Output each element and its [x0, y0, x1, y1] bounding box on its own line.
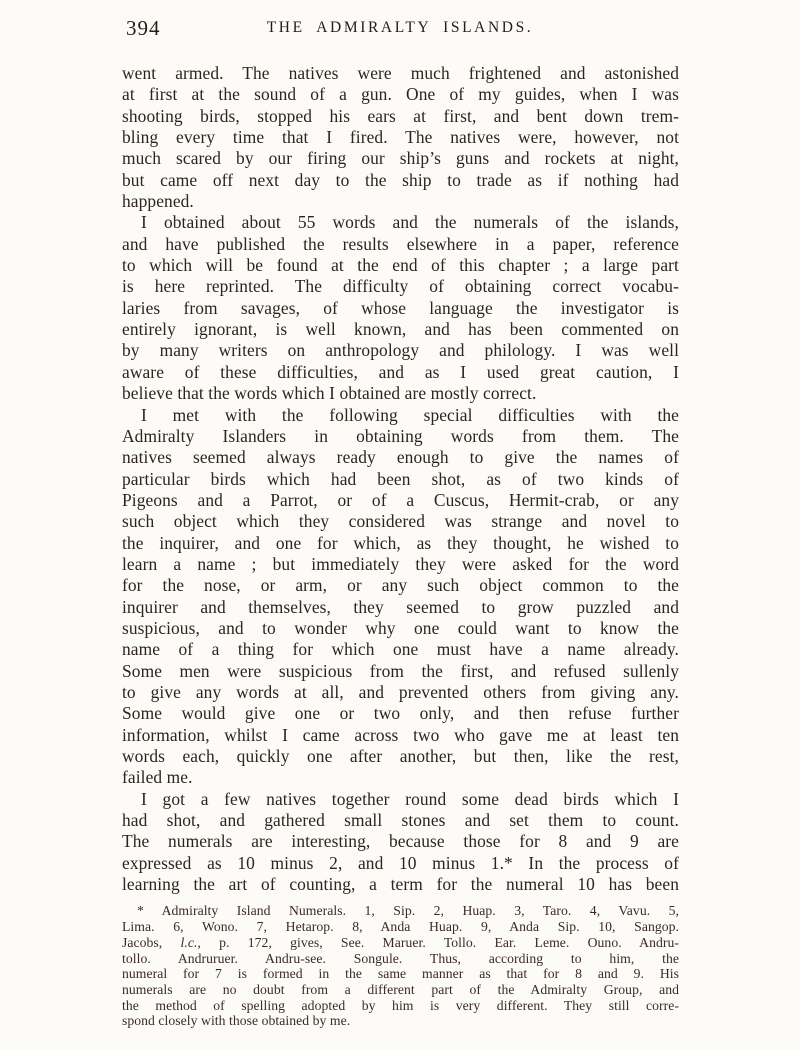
text-line: to which will be found at the end of this chapter ; a large part	[122, 255, 679, 276]
text-line: Some men were suspicious from the first, and refused sullenly	[122, 660, 679, 681]
text-line: natives seemed always ready enough to give the names of	[122, 447, 679, 468]
text-line: particular birds which had been shot, as of two kinds of	[122, 468, 679, 489]
running-header	[0, 14, 800, 42]
text-line: numerals are no doubt from a different part of the Admiralty Group, and	[122, 981, 679, 997]
text-line: the method of spelling adopted by him is very different. They still corre-	[122, 997, 679, 1013]
text-line: I met with the following special difficulties with the	[141, 404, 679, 425]
text-line: bling every time that I fired. The natives were, however, not	[122, 127, 679, 148]
text-line: information, whilst I came across two who gave me at least ten	[122, 724, 679, 745]
text-line: expressed as 10 minus 2, and 10 minus 1.* In the process of	[122, 852, 679, 873]
text-line: much scared by our firing our ship’s guns and rockets at night,	[122, 148, 679, 169]
text-line: learning the art of counting, a term for the numeral 10 has been	[122, 874, 679, 895]
text-line: shooting birds, stopped his ears at first, and bent down trem-	[122, 105, 679, 126]
text-line: entirely ignorant, is well known, and has been commented on	[122, 319, 679, 340]
italic-abbreviation: l.c.	[180, 934, 198, 950]
page-number: 394	[126, 16, 161, 40]
text-line: suspicious, and to wonder why one could want to know the	[122, 617, 679, 638]
text-line: had shot, and gathered small stones and set them to count.	[122, 810, 679, 831]
footnote	[122, 903, 679, 1029]
text-line: went armed. The natives were much frightened and astonished	[122, 63, 679, 83]
text-line: The numerals are interesting, because those for 8 and 9 are	[122, 831, 679, 852]
text-line: name of a thing for which one must have a name already.	[122, 639, 679, 660]
paragraph-4	[122, 789, 679, 896]
text-line: words each, quickly one after another, but then, like the rest,	[122, 746, 679, 766]
text-line: to give any words at all, and prevented others from giving any.	[122, 681, 679, 702]
text-column	[122, 63, 679, 1029]
text-line: by many writers on anthropology and philology. I was well	[122, 340, 679, 361]
paragraph-3	[122, 405, 679, 789]
text-line: such object which they considered was strange and novel to	[122, 511, 679, 532]
text-line: the inquirer, and one for which, as they thought, he wished to	[122, 532, 679, 553]
text-line: I obtained about 55 words and the numerals of the islands,	[141, 212, 679, 233]
text-line: Lima. 6, Wono. 7, Hetarop. 8, Anda Huap. 9, Anda Sip. 10, Sangop.	[122, 919, 679, 935]
text-line: Pigeons and a Parrot, or of a Cuscus, Hermit-crab, or any	[122, 489, 679, 510]
text-line: is here reprinted. The difficulty of obtaining correct vocabu-	[122, 276, 679, 297]
text-line: Jacobs, l.c., p. 172, gives, See. Maruer. Tollo. Ear. Leme. Ouno. Andru-	[122, 934, 679, 950]
text-line: for the nose, or arm, or any such object common to the	[122, 575, 679, 596]
paragraph-2	[122, 212, 679, 404]
running-head-title: THE ADMIRALTY ISLANDS.	[266, 19, 534, 36]
text-line: but came off next day to the ship to trade as if nothing had	[122, 169, 679, 190]
text-line: Admiralty Islanders in obtaining words from them. The	[122, 425, 679, 446]
text-line: failed me.	[122, 767, 193, 788]
text-line: * Admiralty Island Numerals. 1, Sip. 2, Huap. 3, Taro. 4, Vavu. 5,	[137, 903, 679, 919]
text-line: laries from savages, of whose language the investigator is	[122, 297, 679, 318]
text-line: Some would give one or two only, and then refuse further	[122, 703, 679, 724]
text-line: I got a few natives together round some dead birds which I	[141, 788, 679, 809]
text-line: at first at the sound of a gun. One of my guides, when I was	[122, 84, 679, 105]
text-line: inquirer and themselves, they seemed to grow puzzled and	[122, 596, 679, 617]
text-line: and have published the results elsewhere in a paper, reference	[122, 233, 679, 254]
text-line: numeral for 7 is formed in the same manner as that for 8 and 9. His	[122, 966, 679, 982]
text-line: aware of these difficulties, and as I used great caution, I	[122, 361, 679, 382]
text-line: happened.	[122, 191, 194, 212]
text-line: spond closely with those obtained by me.	[122, 1013, 351, 1029]
text-line: tollo. Andruruer. Andru-see. Songule. Thus, according to him, the	[122, 950, 679, 966]
paragraph-1	[122, 63, 679, 212]
text-line: learn a name ; but immediately they were asked for the word	[122, 553, 679, 574]
text-line: believe that the words which I obtained are mostly correct.	[122, 383, 537, 404]
